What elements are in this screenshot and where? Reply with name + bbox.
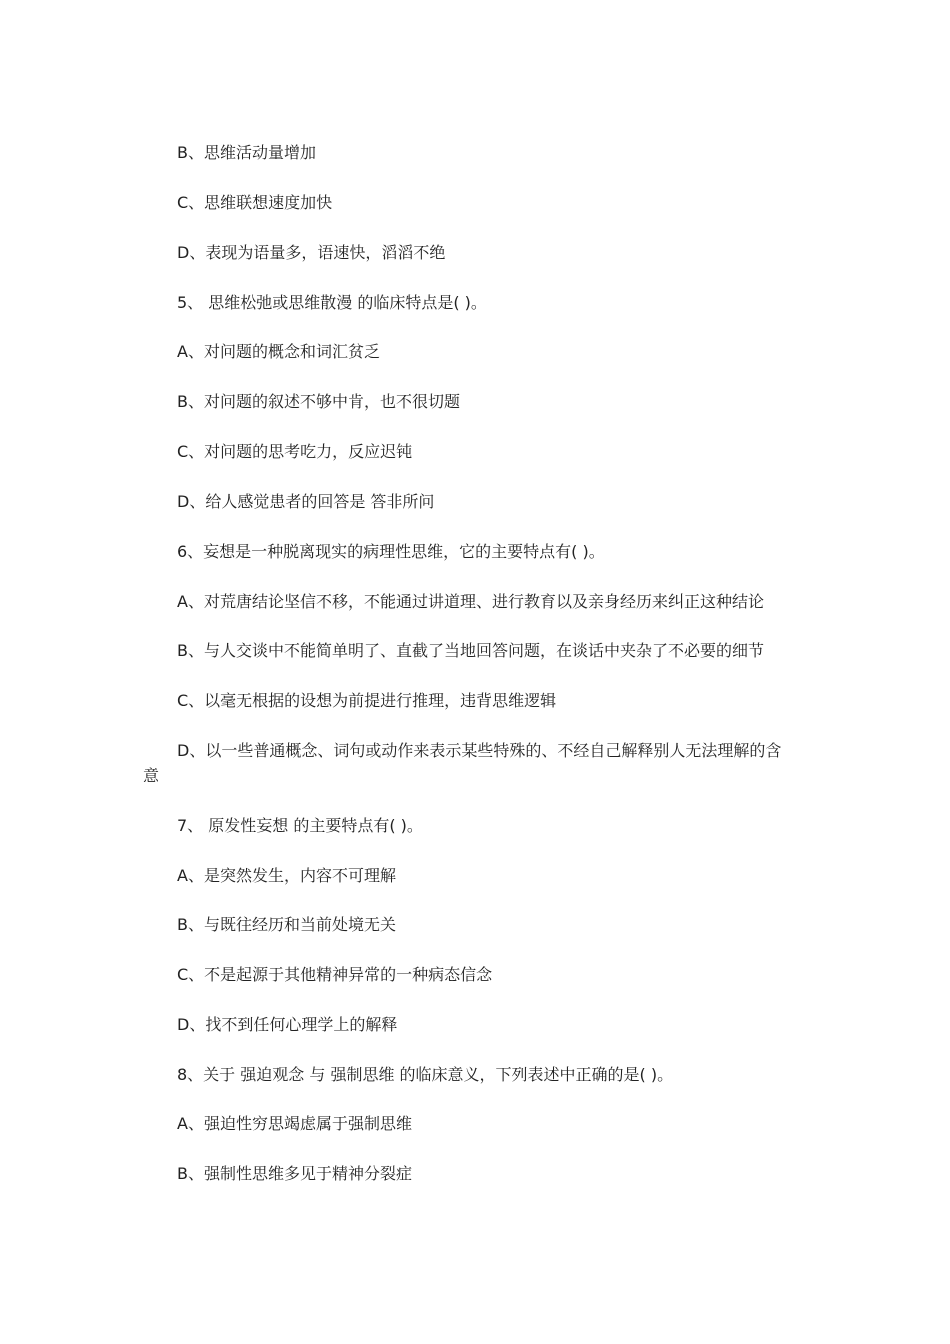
option-line: B、对问题的叙述不够中肯，也不很切题 [177, 392, 460, 411]
question-line: 6、妄想是一种脱离现实的病理性思维，它的主要特点有( )。 [177, 542, 605, 561]
option-line: D、给人感觉患者的回答是 答非所问 [177, 492, 435, 511]
question-line: 8、关于 强迫观念 与 强制思维 的临床意义，下列表述中正确的是( )。 [177, 1065, 674, 1084]
option-line: C、思维联想速度加快 [177, 193, 333, 212]
option-line: D、找不到任何心理学上的解释 [177, 1015, 398, 1034]
option-line: D、以一些普通概念、词句或动作来表示某些特殊的、不经自己解释别人无法理解的含 [177, 741, 782, 760]
question-line: 5、 思维松弛或思维散漫 的临床特点是( )。 [177, 293, 487, 312]
option-line: A、是突然发生，内容不可理解 [177, 866, 396, 885]
option-line: A、对荒唐结论坚信不移，不能通过讲道理、进行教育以及亲身经历来纠正这种结论 [177, 592, 764, 611]
option-line: D、表现为语量多，语速快，滔滔不绝 [177, 243, 446, 262]
option-line: C、以毫无根据的设想为前提进行推理，违背思维逻辑 [177, 691, 557, 710]
option-line: B、思维活动量增加 [177, 143, 316, 162]
option-line: C、不是起源于其他精神异常的一种病态信念 [177, 965, 493, 984]
option-line-continuation: 意 [143, 766, 160, 785]
option-line: A、强迫性穷思竭虑属于强制思维 [177, 1114, 412, 1133]
option-line: B、与既往经历和当前处境无关 [177, 915, 396, 934]
option-line: B、强制性思维多见于精神分裂症 [177, 1164, 412, 1183]
question-line: 7、 原发性妄想 的主要特点有( )。 [177, 816, 423, 835]
option-line: B、与人交谈中不能简单明了、直截了当地回答问题，在谈话中夹杂了不必要的细节 [177, 641, 764, 660]
option-line: A、对问题的概念和词汇贫乏 [177, 342, 380, 361]
option-line: C、对问题的思考吃力，反应迟钝 [177, 442, 413, 461]
